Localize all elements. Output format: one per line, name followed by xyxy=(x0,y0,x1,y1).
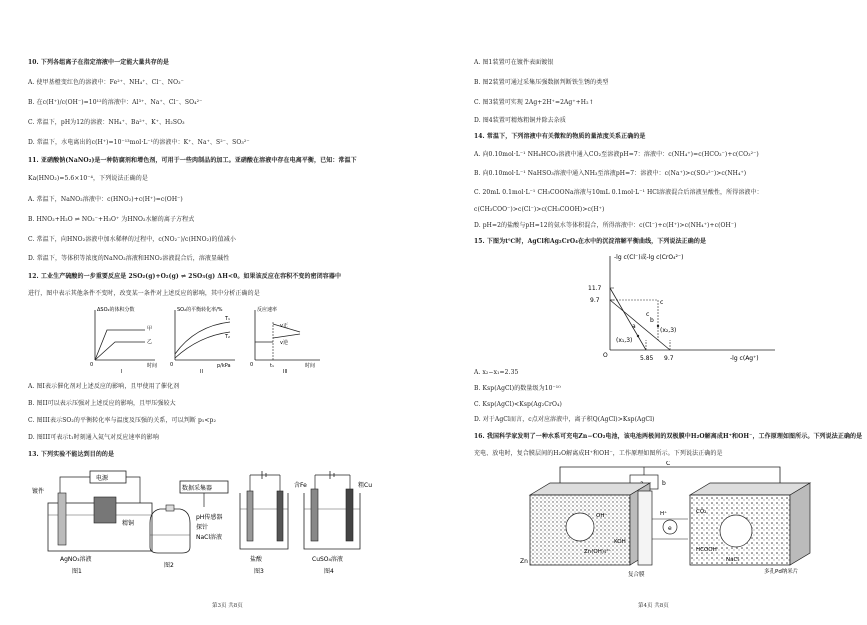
q12-stem-line1: 12. 工业生产硫酸的一步重要反应是 2SO₂(g)+O₂(g) ⇌ 2SO₃(g) ΔH<0。如果该反应在容积不变的密闭容器中 xyxy=(28,273,342,280)
fig2-meter-label: 数据采集器 xyxy=(182,485,213,492)
fig1-solution-label: AgNO₃溶液 xyxy=(60,556,92,563)
apparatus-fig3 xyxy=(240,471,288,575)
right-page xyxy=(440,0,867,625)
q15-point-c-top: c xyxy=(660,299,664,306)
right-page-footer: 第4页 共8页 xyxy=(638,603,669,609)
q11-stem-line1: 11. 亚硝酸钠(NaNO₂)是一种防腐剂和增色剂，可用于一些肉制品的加工。亚硝酸在溶液中存在电离平衡，已知：常温下 xyxy=(28,157,357,164)
fig2-probe-label: 探针 xyxy=(196,524,209,531)
q13-option-c: C. 图3装置可实现 2Ag+2H⁺=2Ag⁺+H₂↑ xyxy=(474,99,594,106)
fig1-cu-electrode xyxy=(94,497,116,523)
q15-xlabel: -lg c(Ag⁺) xyxy=(730,355,759,362)
q12-option-a: A. 图I表示催化剂对上述反应的影响，且甲使用了催化剂 xyxy=(28,383,180,390)
graph-i-label: I xyxy=(121,369,123,374)
battery-hcooh: HCOOH xyxy=(696,547,717,553)
fig3-liquid-label: 盐酸 xyxy=(250,556,263,563)
battery-cathode-label: 多孔Pd纳米片 xyxy=(764,569,799,575)
q10-option-c: C. 常温下，pH为12的溶液：NH₄⁺、Ba²⁺、K⁺、H₂SO₃ xyxy=(28,119,185,126)
q15-stem: 15. 下图为t℃时，AgCl和Ag₂CrO₄在水中的沉淀溶解平衡曲线，下列说法正确的是 xyxy=(474,238,707,245)
q10-stem: 10. 下列各组离子在指定溶液中一定能大量共存的是 xyxy=(28,59,170,66)
q16-stem-line1: 16. 我国科学家发明了一种水系可充电Zn−CO₂电池，该电池两极间的双极膜中H₂O解离成H⁺和OH⁻，工作原理如图所示。下列说法正确的是 xyxy=(474,433,863,440)
q13-stem: 13. 下列实验不能达到目的的是 xyxy=(28,451,115,458)
q16-battery-diagram xyxy=(520,461,820,581)
q15-graph xyxy=(580,250,780,368)
graph-ii-ylabel: SO₂的平衡转化率/% xyxy=(177,307,223,313)
graph-ii-label: II xyxy=(200,369,203,374)
graph-iii-xlabel: 时间 xyxy=(305,363,316,369)
fig4-caption: 图4 xyxy=(324,568,334,575)
fig1-plated-label: 镀件 xyxy=(32,488,45,495)
battery-ion-oh: OH⁻ xyxy=(596,513,608,519)
q14-option-d: D. pH=2的盐酸与pH=12的氨水等体积混合，所得溶液中：c(Cl⁻)+c(H⁺)>c(NH₄⁺)+c(OH⁻) xyxy=(474,222,737,229)
graph-iii-t1: t₁ xyxy=(270,363,274,369)
fig4-fe-label: 含Fe xyxy=(294,482,307,489)
graph-i-line-yi: 乙 xyxy=(147,339,153,345)
battery-nacl: NaCl xyxy=(726,557,739,563)
q12-option-b: B. 图II可以表示压强对上述反应的影响，且甲压强较大 xyxy=(28,400,176,407)
q11-option-a: A. 常温下，NaNO₂溶液中：c(HNO₂)+c(H⁺)=c(OH⁻) xyxy=(28,196,183,203)
q12-graphs xyxy=(85,302,335,374)
graph-iii xyxy=(250,306,320,374)
graph-ii-xlabel: p/kPa xyxy=(217,363,231,369)
q15-option-b: B. Ksp(AgCl)的数量级为10⁻¹⁰ xyxy=(474,385,561,392)
graph-ii xyxy=(170,306,235,374)
q16-stem-line2: 充电、放电时，复合膜层间的H₂O解离成H⁺和OH⁻，工作原理如图所示。下列说法正确的是 xyxy=(474,450,723,457)
graph-iii-ylabel: 反应速率 xyxy=(257,307,278,313)
apparatus-fig4 xyxy=(294,471,372,575)
fig1-plated-electrode xyxy=(58,493,66,545)
q10-option-a: A. 使甲基橙变红色的溶液中：Fe²⁺、NH₄⁺、Cl⁻、NO₃⁻ xyxy=(28,79,184,86)
battery-membrane xyxy=(638,491,652,565)
battery-electrode-b: b xyxy=(662,480,666,487)
q15-origin: O xyxy=(603,352,608,359)
battery-zn-label: Zn xyxy=(520,558,528,565)
battery-ion-zn: Zn(OH)₄²⁻ xyxy=(584,549,612,555)
q15-option-c: C. Ksp(AgCl)<Ksp(Ag₂CrO₄) xyxy=(474,401,562,408)
q15-option-d: D. 对于AgCl而言，c点对应溶液中，离子积Q(AgCl)>Ksp(AgCl) xyxy=(474,416,655,423)
q13-apparatus xyxy=(30,463,400,575)
graph-i xyxy=(90,306,157,374)
q14-option-a: A. 向0.10mol·L⁻¹ NH₄HCO₃溶液中通入CO₂至溶液pH=7：溶液中：c(NH₄⁺)=c(HCO₃⁻)+c(CO₃²⁻) xyxy=(474,151,759,158)
svg-text:0: 0 xyxy=(250,362,254,368)
svg-text:0: 0 xyxy=(90,362,94,368)
q11-option-c: C. 常温下，向HNO₂溶液中加水稀释的过程中，c(NO₂⁻)/c(HNO₂)的值减小 xyxy=(28,236,236,243)
apparatus-fig1 xyxy=(32,471,152,575)
graph-i-line-jia: 甲 xyxy=(147,326,153,332)
graph-ii-t2: T₂ xyxy=(225,334,231,340)
battery-ion-co2: CO₂ xyxy=(696,509,707,515)
q12-option-c: C. 图III表示SO₂的平衡转化率与温度及压强的关系，可以判断 p₁<p₂ xyxy=(28,417,216,424)
q13-option-d: D. 图4装置可精炼粗铜并除去杂质 xyxy=(474,117,566,124)
fig2-electrode-label: pH传感器 xyxy=(196,514,223,521)
fig2-caption: 图2 xyxy=(164,562,174,569)
q10-option-b: B. 在c(H⁺)/c(OH⁻)=10¹²的溶液中：Al³⁺、Na⁺、Cl⁻、SO₄²⁻ xyxy=(28,99,203,106)
q10-option-d: D. 常温下，水电离出的c(H⁺)=10⁻¹³mol·L⁻¹的溶液中：K⁺、Na⁺、S²⁻、SO₃²⁻ xyxy=(28,139,250,146)
left-page-footer: 第3页 共8页 xyxy=(212,603,243,609)
q14-stem: 14. 常温下，下列溶液中有关微粒的物质的量浓度关系正确的是 xyxy=(474,133,646,140)
graph-i-ylabel: ΔSO₂的体积分数 xyxy=(97,307,135,313)
graph-i-curve-yi xyxy=(95,342,145,360)
q11-option-b: B. HNO₂+H₂O ⇌ NO₂⁻+H₃O⁺ 为HNO₂水解的离子方程式 xyxy=(28,216,195,223)
graph-iii-v2: v逆 xyxy=(280,340,288,346)
battery-membrane-label: 复合膜 xyxy=(628,572,645,578)
battery-ion-h: H⁺ xyxy=(660,511,668,517)
q13-option-a: A. 图1装置可在镀件表面镀银 xyxy=(474,59,554,66)
q15-ylabel: -lg c(Cl⁻)或-lg c(CrO₄²⁻) xyxy=(614,254,684,261)
q14-option-c-line1: C. 20mL 0.1mol·L⁻¹ CH₃COONa溶液与10mL 0.1mol·L⁻¹ HCl溶液混合后溶液呈酸性，所得溶液中： xyxy=(474,189,763,196)
q15-ytick-11-7: 11.7 xyxy=(588,285,602,292)
fig1-caption: 图1 xyxy=(72,568,82,575)
q15-xtick-9-7: 9.7 xyxy=(664,355,674,362)
q11-stem-line2: Ka(HNO₂)=5.6×10⁻⁴，下列说法正确的是 xyxy=(28,175,148,182)
q15-ytick-9-7: 9.7 xyxy=(590,297,600,304)
fig2-solution-label: NaCl溶液 xyxy=(196,534,223,541)
q13-option-b: B. 图2装置可通过采集压强数据判断铁生锈的类型 xyxy=(474,79,609,86)
q14-option-c-line2: c(CH₃COO⁻)>c(Cl⁻)>c(CH₃COOH)>c(H⁺) xyxy=(474,206,605,213)
graph-ii-curve-t1 xyxy=(175,322,230,354)
svg-text:e: e xyxy=(668,525,672,532)
q15-option-a: A. x₂−x₁=2.35 xyxy=(474,369,519,376)
graph-ii-t1: T₁ xyxy=(225,316,231,322)
q15-xtick-5-85: 5.85 xyxy=(640,355,654,362)
graph-i-xlabel: 时间 xyxy=(147,363,158,369)
q15-point-x2: (x₂,3) xyxy=(660,327,677,334)
fig3-caption: 图3 xyxy=(254,568,264,575)
q15-point-c: c xyxy=(646,311,650,318)
battery-c-label: C xyxy=(666,461,671,467)
graph-iii-v-reverse xyxy=(273,334,300,338)
graph-i-curve-jia xyxy=(95,330,145,360)
graph-iii-v1: v正 xyxy=(280,323,288,329)
q12-option-d: D. 图III可表示t₁时刻通入氦气对反应速率的影响 xyxy=(28,434,159,441)
fig4-cu-label: 粗Cu xyxy=(358,482,372,489)
battery-koh: KOH xyxy=(614,539,626,545)
fig4-solution-label: CuSO₄溶液 xyxy=(312,556,343,563)
fig1-cu-label: 精铜 xyxy=(122,520,135,527)
q12-stem-line2: 进行，图中表示其他条件不变时，改变某一条件对上述反应的影响，其中分析正确的是 xyxy=(28,290,260,297)
q14-option-b: B. 向0.10mol·L⁻¹ NaHSO₃溶液中通入NH₃至溶液pH=7：溶液中：c(Na⁺)>c(SO₃²⁻)>c(NH₄⁺) xyxy=(474,170,747,177)
q15-point-x1: (x₁,3) xyxy=(616,337,633,344)
graph-iii-label: III xyxy=(283,369,288,374)
q15-point-a: a xyxy=(632,323,636,330)
graph-ii-curve-t2 xyxy=(175,332,230,358)
q15-point-b: b xyxy=(650,317,654,324)
q11-option-d: D. 常温下，等体积等浓度的NaNO₂溶液和HNO₂溶液混合后，溶液显碱性 xyxy=(28,255,230,262)
svg-text:0: 0 xyxy=(170,362,174,368)
fig1-source-label: 电源 xyxy=(96,475,109,482)
apparatus-fig2 xyxy=(150,481,228,569)
